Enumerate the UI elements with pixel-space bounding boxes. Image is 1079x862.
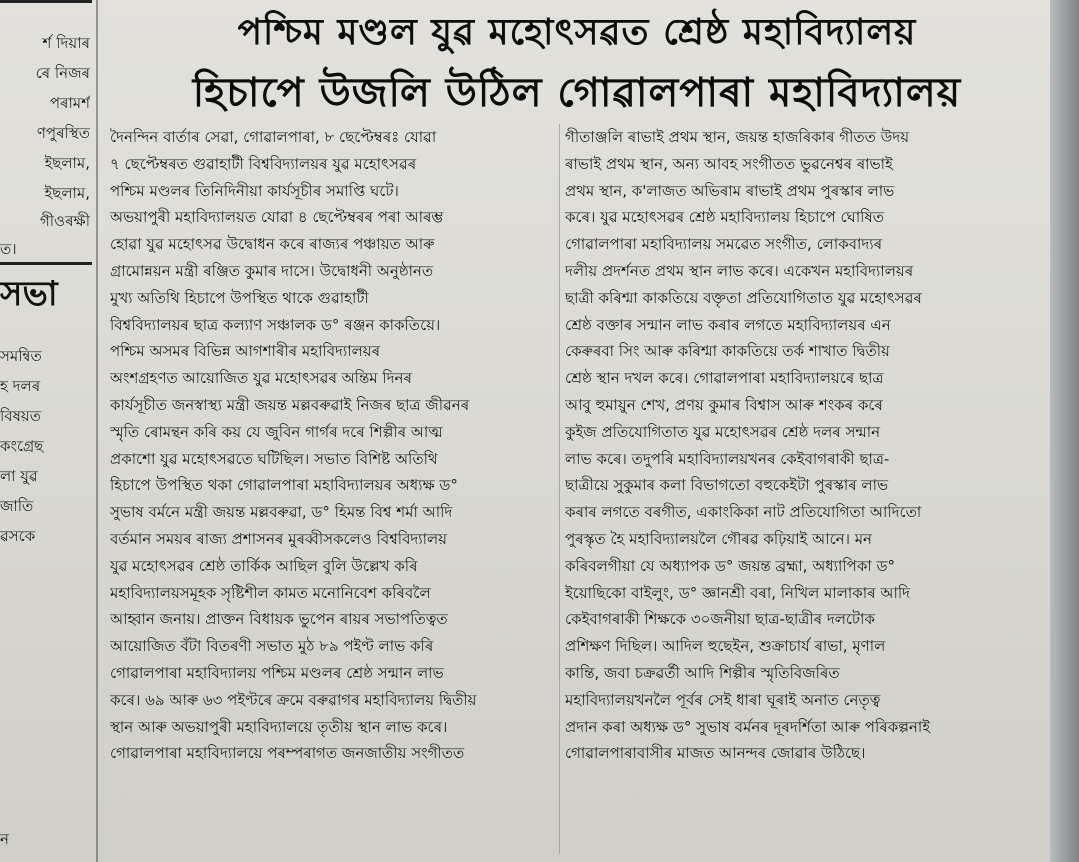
fragment-line: ৰ্শ দিয়াৰ (42, 34, 90, 52)
article-line: আহ্বান জনায়। প্ৰাক্তন বিধায়ক ভুপেন ৰায়ৰ সভাপতিত্বত (110, 610, 448, 629)
article-line: অংশগ্ৰহণত আয়োজিত যুৱ মহোৎসৱৰ অন্তিম দিনৰ (110, 369, 412, 388)
article-line: শ্ৰেষ্ঠ বক্তাৰ সন্মান লাভ কৰাৰ লগতে মহাবিদ্যালয়ৰ এন (565, 315, 891, 334)
article-line: কান্তি, জবা চক্ৰৱৰ্তী আদি শিল্পীৰ স্মৃতিবিজৰিত (565, 663, 840, 682)
headline-line-1: পশ্চিম মণ্ডল যুৱ মহোৎসৱত শ্ৰেষ্ঠ মহাবিদ্যালয় (237, 12, 917, 53)
fragment-heading: সভা (0, 274, 58, 314)
article-line: গোৱালপাৰা মহাবিদ্যালয় পশ্চিম মণ্ডলৰ শ্ৰেষ্ঠ সন্মান লাভ (110, 663, 444, 682)
fragment-line: ৰে নিজৰ (35, 64, 90, 82)
fragment-line: ণপুৰস্থিত (36, 124, 90, 142)
article-line: বিশ্ববিদ্যালয়ৰ ছাত্ৰ কল্যাণ সঞ্চালক ড° ৰঞ্জন কাকতিয়ে। (110, 315, 441, 334)
fragment-line: গীওৰক্ষী (39, 212, 90, 230)
article-line: কাৰ্যসূচীত জনস্বাস্থ্য মন্ত্ৰী জয়ন্ত মল্লবৰুৱাই নিজৰ ছাত্ৰ জীৱনৰ (110, 395, 470, 414)
top-rule (0, 0, 92, 3)
headline-line-2: হিচাপে উজলি উঠিল গোৱালপাৰা মহাবিদ্যালয় (192, 70, 962, 116)
article-line: বৰ্তমান সময়ৰ ৰাজ্য প্ৰশাসনৰ মুৰব্বীসকলেও বিশ্ববিদ্যালয় (110, 529, 448, 548)
article-line: কৰাৰ লগতে বৰগীত, একাংকিকা নাট প্ৰতিযোগিতা আদিতো (565, 503, 922, 522)
column-rule (96, 0, 98, 862)
article-line: গ্ৰামোন্নয়ন মন্ত্ৰী ৰঞ্জিত কুমাৰ দাসে। উদ্বোধনী অনুষ্ঠানত (110, 261, 434, 280)
article-line: প্ৰথম স্থান, ক'লাজত অভিৰাম ৰাভাই প্ৰথম পুৰস্কাৰ লাভ (565, 181, 895, 200)
article-line: সুভাষ বৰ্মনে মন্ত্ৰী জয়ন্ত মল্লবৰুৱা, ড° হিমন্ত বিশ্ব শৰ্মা আদি (110, 503, 453, 522)
article-line: দলীয় প্ৰদৰ্শনত প্ৰথম স্থান লাভ কৰে। একেখন মহাবিদ্যালয়ৰ (565, 261, 914, 280)
article-headline (112, 4, 1042, 124)
article-line: কেইবাগৰাকী শিক্ষকে ৩০জনীয়া ছাত্ৰ-ছাত্ৰীৰ দলটোক (565, 610, 875, 629)
article-line: লাভ কৰে। তদুপৰি মহাবিদ্যালয়খনৰ কেইবাগৰাকী ছাত্ৰ- (565, 449, 890, 468)
article-line: ইয়োছিকো বাইলুং, ড° জ্ঞানশ্ৰী বৰা, নিখিল মালাকাৰ আদি (565, 583, 910, 602)
article-line: প্ৰকাশো যুৱ মহোৎসৱতে ঘটিছিল। সভাত বিশিষ্ট অতিথি (110, 449, 438, 468)
article-line: স্মৃতি ৰোমন্থন কৰি কয় যে জুবিন গাৰ্গৰ দৰে শিল্পীৰ আত্ম (110, 422, 443, 441)
article-line: ৰাভাই প্ৰথম স্থান, অন্য আবহ সংগীতত ভুৱনেশ্বৰ ৰাভাই (565, 154, 893, 173)
article-line: আবু হুমায়ুন শেখ, প্ৰণয় কুমাৰ বিশ্বাস আৰু শংকৰ কৰে (565, 395, 883, 414)
article-line: যুৱ মহোৎসৱৰ শ্ৰেষ্ঠ তাৰ্কিক আছিল বুলি উল্লেখ কৰি (110, 556, 418, 575)
fragment-line: ত। (0, 240, 17, 258)
article-line: অভয়াপুৰী মহাবিদ্যালয়ত যোৱা ৪ ছেপ্টেম্বৰৰ পৰা আৰম্ভ (110, 208, 444, 227)
article-line: প্ৰশিক্ষণ দিছিল। আদিল হুছেইন, শুক্ৰাচাৰ্য ৰাভা, মৃণাল (565, 637, 886, 656)
article-line: দৈনন্দিন বাৰ্তাৰ সেৱা, গোৱালপাৰা, ৮ ছেপ্টেম্বৰঃ যোৱা (110, 128, 437, 146)
fragment-line: ইছলাম, (44, 184, 90, 202)
article-line: স্থান আৰু অভয়াপুৰী মহাবিদ্যালয়ে তৃতীয় স্থান লাভ কৰে। (110, 717, 448, 736)
fragment-line: কংগ্ৰেছ (0, 437, 44, 455)
article-line: হোৱা যুৱ মহোৎসৱ উদ্বোধন কৰে ৰাজ্যৰ পঞ্চায়ত আৰু (110, 235, 435, 254)
column-separator (559, 124, 560, 854)
page-edge (1050, 0, 1079, 862)
article-line: ছাত্ৰী কৰিশ্মা কাকতিয়ে বক্তৃতা প্ৰতিযোগিতাত যুৱ মহোৎসৱৰ (565, 288, 922, 307)
article-line: পুৰস্কৃত হৈ মহাবিদ্যালয়লৈ গৌৰৱ কঢ়িয়াই আনে। মন (565, 529, 873, 548)
fragment-line: বিষয়ত (0, 407, 42, 425)
article-line: গোৱালপাৰাবাসীৰ মাজত আনন্দৰ জোৱাৰ উঠিছে। (565, 744, 866, 763)
fragment-line: ৱসকে (0, 527, 36, 545)
article-line: কৰে। যুৱ মহোৎসৱৰ শ্ৰেষ্ঠ মহাবিদ্যালয় হিচাপে ঘোষিত (565, 208, 884, 227)
article-line: শ্ৰেষ্ঠ স্থান দখল কৰে। গোৱালপাৰা মহাবিদ্যালয়ৰে ছাত্ৰ (565, 369, 884, 388)
fragment-line: লা যুৱ (0, 467, 38, 485)
article-line: গোৱালপাৰা মহাবিদ্যালয়ে পৰম্পৰাগত জনজাতীয় সংগীতত (110, 744, 465, 763)
section-rule (0, 262, 92, 265)
article-line: মহাবিদ্যালয়সমূহক সৃষ্টিশীল কামত মনোনিবেশ কৰিবলৈ (110, 583, 431, 602)
article-line: মুখ্য অতিথি হিচাপে উপস্থিত থাকে গুৱাহাটী (110, 288, 369, 307)
fragment-line: হ দলৰ (0, 377, 41, 395)
article-line: কেৰুৰবা সিং আৰু কৰিশ্মা কাকতিয়ে তৰ্ক শাখাত দ্বিতীয় (565, 342, 890, 361)
article-line: পশ্চিম অসমৰ বিভিন্ন আগশাৰীৰ মহাবিদ্যালয়ৰ (110, 342, 381, 361)
article-line: প্ৰদান কৰা অধ্যক্ষ ড° সুভাষ বৰ্মনৰ দূৰদৰ্শিতা আৰু পৰিকল্পনাই (565, 717, 931, 736)
fragment-line: ইছলাম, (44, 154, 90, 172)
article-line: পশ্চিম মণ্ডলৰ তিনিদিনীয়া কাৰ্যসূচীৰ সমাপ্তি ঘটে। (110, 181, 399, 200)
article-column-1 (110, 124, 555, 767)
article-line: ৭ ছেপ্টেম্বৰত গুৱাহাটী বিশ্ববিদ্যালয়ৰ যুৱ মহোৎসৱৰ (110, 154, 417, 173)
article-column-2 (565, 124, 1033, 767)
article-line: ছাত্ৰীয়ে সুকুমাৰ কলা বিভাগতো বহুকেইটা পুৰস্কাৰ লাভ (565, 476, 889, 495)
fragment-line: ন (0, 830, 9, 848)
article-line: কুইজ প্ৰতিযোগিতাত যুৱ মহোৎসৱৰ শ্ৰেষ্ঠ দলৰ সন্মান (565, 422, 881, 441)
article-line: গীতাঞ্জলি ৰাভাই প্ৰথম স্থান, জয়ন্ত হাজৰিকাৰ গীতত উদয় (565, 128, 910, 146)
adjacent-article-fragment (0, 0, 92, 862)
article-line: মহাবিদ্যালয়খনলৈ পূৰ্বৰ সেই ধাৰা ঘূৰাই অনাত নেতৃত্ব (565, 690, 881, 709)
article-line: হিচাপে উপস্থিত থকা গোৱালপাৰা মহাবিদ্যালয়ৰ অধ্যক্ষ ড° (110, 476, 458, 495)
article-line: কৰে। ৬৯ আৰু ৬৩ পইণ্টৰে ক্ৰমে বৰুৱাগৰ মহাবিদ্যালয় দ্বিতীয় (110, 690, 477, 709)
fragment-line: জাতি (0, 497, 34, 515)
article-line: আয়োজিত বঁটা বিতৰণী সভাত মুঠ ৮৯ পইণ্ট লাভ কৰি (110, 637, 434, 656)
article-line: কৰিবলগীয়া যে অধ্যাপক ড° জয়ন্ত ব্ৰহ্মা, অধ্যাপিকা ড° (565, 556, 896, 575)
fragment-line: সমন্বিত (0, 347, 42, 365)
article-line: গোৱালপাৰা মহাবিদ্যালয় সমৱেত সংগীত, লোকবাদ্যৰ (565, 235, 883, 254)
fragment-line: পৰামৰ্শ (49, 94, 90, 112)
